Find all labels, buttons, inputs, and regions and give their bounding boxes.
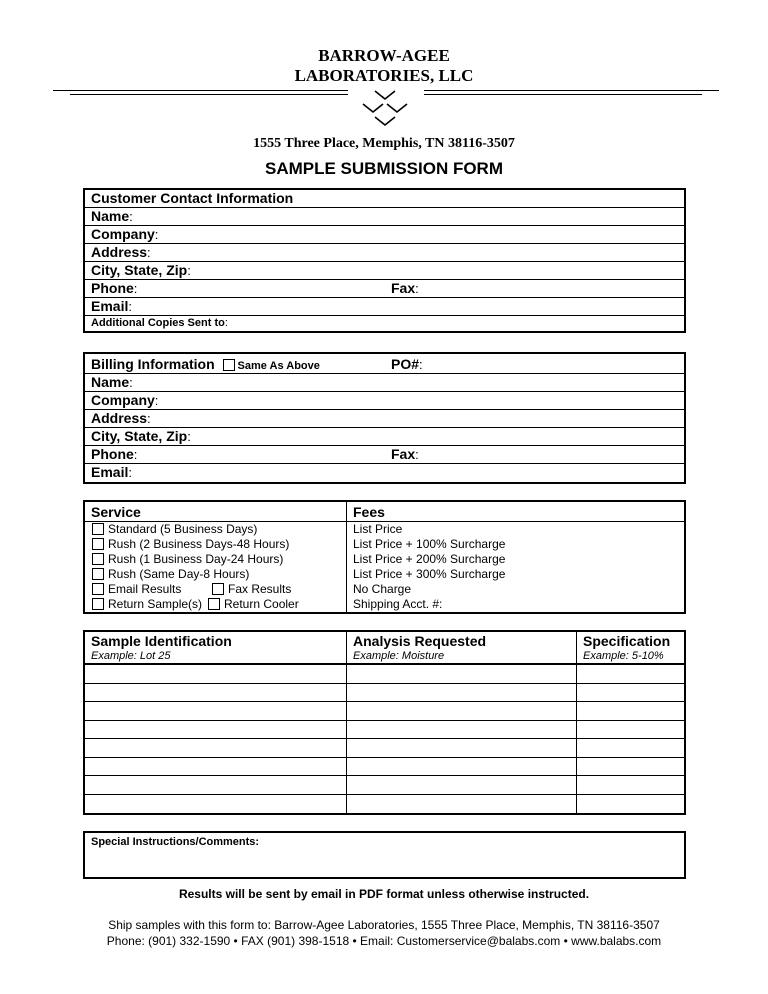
service-row	[85, 537, 684, 552]
service-rush-same-day-checkbox[interactable]	[92, 568, 104, 580]
customer-address-field[interactable]: Address:	[85, 244, 684, 262]
return-samples-label: Return Sample(s)	[108, 597, 203, 611]
fees-heading: Fees	[353, 504, 385, 520]
specification-cell[interactable]	[577, 758, 684, 776]
billing-phone-field[interactable]: Phone: Fax:	[85, 446, 684, 464]
sample-table	[83, 630, 686, 815]
table-row	[85, 665, 684, 684]
billing-heading: Billing Information	[91, 356, 215, 372]
service-heading: Service	[85, 502, 347, 521]
customer-email-field[interactable]: Email:	[85, 298, 684, 316]
sample-id-cell[interactable]	[85, 721, 347, 739]
service-row	[85, 582, 684, 597]
billing-email-field[interactable]: Email:	[91, 464, 132, 480]
sample-id-cell[interactable]	[85, 702, 347, 720]
service-rush-24-checkbox[interactable]	[92, 553, 104, 565]
customer-heading-row	[85, 190, 684, 208]
footer-ship-line: Ship samples with this form to: Barrow-Agee Laboratories, 1555 Three Place, Memphis, TN 38116-3507	[108, 918, 660, 932]
billing-name-field[interactable]: Name:	[85, 374, 684, 392]
special-instructions-field[interactable]	[83, 831, 686, 879]
logo-chevrons-icon	[359, 88, 411, 128]
specification-cell[interactable]	[577, 721, 684, 739]
billing-address-field[interactable]: Address:	[85, 410, 684, 428]
analysis-cell[interactable]	[347, 739, 577, 757]
company-line-2: LABORATORIES, LLC	[294, 66, 474, 85]
fax-results-checkbox[interactable]	[212, 583, 224, 595]
email-results-label: Email Results	[108, 582, 182, 596]
sample-table-header	[85, 632, 684, 665]
table-row	[85, 684, 684, 703]
customer-company-field[interactable]: Company:	[85, 226, 684, 244]
sample-id-cell[interactable]	[85, 795, 347, 814]
header-rule-left-bottom	[70, 94, 348, 95]
specification-cell[interactable]	[577, 739, 684, 757]
company-line-1: BARROW-AGEE	[318, 46, 450, 65]
table-row	[85, 776, 684, 795]
service-header	[85, 502, 684, 522]
service-rush-48-checkbox[interactable]	[92, 538, 104, 550]
service-row	[85, 597, 684, 612]
po-number-field[interactable]: PO#:	[391, 356, 423, 372]
specification-cell[interactable]	[577, 776, 684, 794]
analysis-cell[interactable]	[347, 795, 577, 814]
customer-fax-field[interactable]: Fax:	[391, 280, 419, 296]
fax-results-label: Fax Results	[228, 582, 292, 596]
return-cooler-checkbox[interactable]	[208, 598, 220, 610]
service-row	[85, 552, 684, 567]
sample-id-cell[interactable]	[85, 758, 347, 776]
billing-city-field[interactable]: City, State, Zip:	[85, 428, 684, 446]
header-rule-right-top	[424, 90, 719, 91]
service-label: Rush (1 Business Day-24 Hours)	[108, 552, 284, 566]
specification-cell[interactable]	[577, 665, 684, 683]
sample-id-cell[interactable]	[85, 684, 347, 702]
email-results-checkbox[interactable]	[92, 583, 104, 595]
customer-contact-section	[83, 188, 686, 333]
footer-contact	[0, 917, 768, 949]
sample-id-cell[interactable]	[85, 665, 347, 683]
table-row	[85, 702, 684, 721]
analysis-cell[interactable]	[347, 721, 577, 739]
customer-city-field[interactable]: City, State, Zip:	[85, 262, 684, 280]
analysis-heading: Analysis Requested	[353, 633, 487, 649]
results-notice: Results will be sent by email in PDF format unless otherwise instructed.	[178, 887, 590, 901]
customer-copies-field[interactable]: Additional Copies Sent to:	[91, 317, 228, 329]
billing-heading-row	[85, 354, 684, 374]
specification-cell[interactable]	[577, 702, 684, 720]
special-instructions-label: Special Instructions/Comments:	[91, 836, 260, 848]
table-row	[85, 795, 684, 814]
service-label: Standard (5 Business Days)	[108, 522, 258, 536]
analysis-cell[interactable]	[347, 684, 577, 702]
table-row	[85, 739, 684, 758]
fee-label: List Price + 300% Surcharge	[353, 567, 506, 581]
form-title: SAMPLE SUBMISSION FORM	[264, 159, 503, 178]
sample-id-cell[interactable]	[85, 776, 347, 794]
table-row	[85, 721, 684, 740]
fee-label: No Charge	[353, 582, 412, 596]
analysis-example: Example: Moisture	[353, 650, 445, 662]
specification-cell[interactable]	[577, 684, 684, 702]
customer-heading: Customer Contact Information	[91, 190, 294, 206]
sample-id-example: Example: Lot 25	[91, 650, 171, 662]
analysis-cell[interactable]	[347, 776, 577, 794]
footer-contact-line: Phone: (901) 332-1590 • FAX (901) 398-1518 • Email: Customerservice@balabs.com • www.balabs.com	[106, 934, 662, 948]
analysis-cell[interactable]	[347, 702, 577, 720]
billing-fax-field[interactable]: Fax:	[391, 446, 419, 462]
specification-cell[interactable]	[577, 795, 684, 814]
service-row	[85, 522, 684, 537]
fee-label: List Price + 100% Surcharge	[353, 537, 506, 551]
specification-example: Example: 5-10%	[583, 650, 664, 662]
fee-label: List Price	[353, 522, 403, 536]
company-name	[0, 46, 768, 86]
service-standard-checkbox[interactable]	[92, 523, 104, 535]
fee-label: List Price + 200% Surcharge	[353, 552, 506, 566]
specification-heading: Specification	[583, 633, 671, 649]
return-samples-checkbox[interactable]	[92, 598, 104, 610]
customer-name-field[interactable]: Name:	[85, 208, 684, 226]
header-rule-left-top	[53, 90, 348, 91]
sample-id-heading: Sample Identification	[91, 633, 232, 649]
shipping-account-field[interactable]: Shipping Acct. #:	[353, 597, 443, 611]
service-row	[85, 567, 684, 582]
return-cooler-label: Return Cooler	[224, 597, 299, 611]
analysis-cell[interactable]	[347, 758, 577, 776]
sample-id-cell[interactable]	[85, 739, 347, 757]
service-label: Rush (Same Day-8 Hours)	[108, 567, 250, 581]
service-label: Rush (2 Business Days-48 Hours)	[108, 537, 290, 551]
analysis-cell[interactable]	[347, 665, 577, 683]
lab-address: 1555 Three Place, Memphis, TN 38116-3507	[253, 136, 515, 151]
same-as-above-label: Same As Above	[237, 360, 320, 372]
table-row	[85, 758, 684, 777]
customer-phone-field[interactable]: Phone: Fax:	[85, 280, 684, 298]
billing-company-field[interactable]: Company:	[85, 392, 684, 410]
same-as-above-checkbox[interactable]	[223, 359, 235, 371]
service-section	[83, 500, 686, 614]
billing-section	[83, 352, 686, 484]
header-rule-right-bottom	[424, 94, 702, 95]
